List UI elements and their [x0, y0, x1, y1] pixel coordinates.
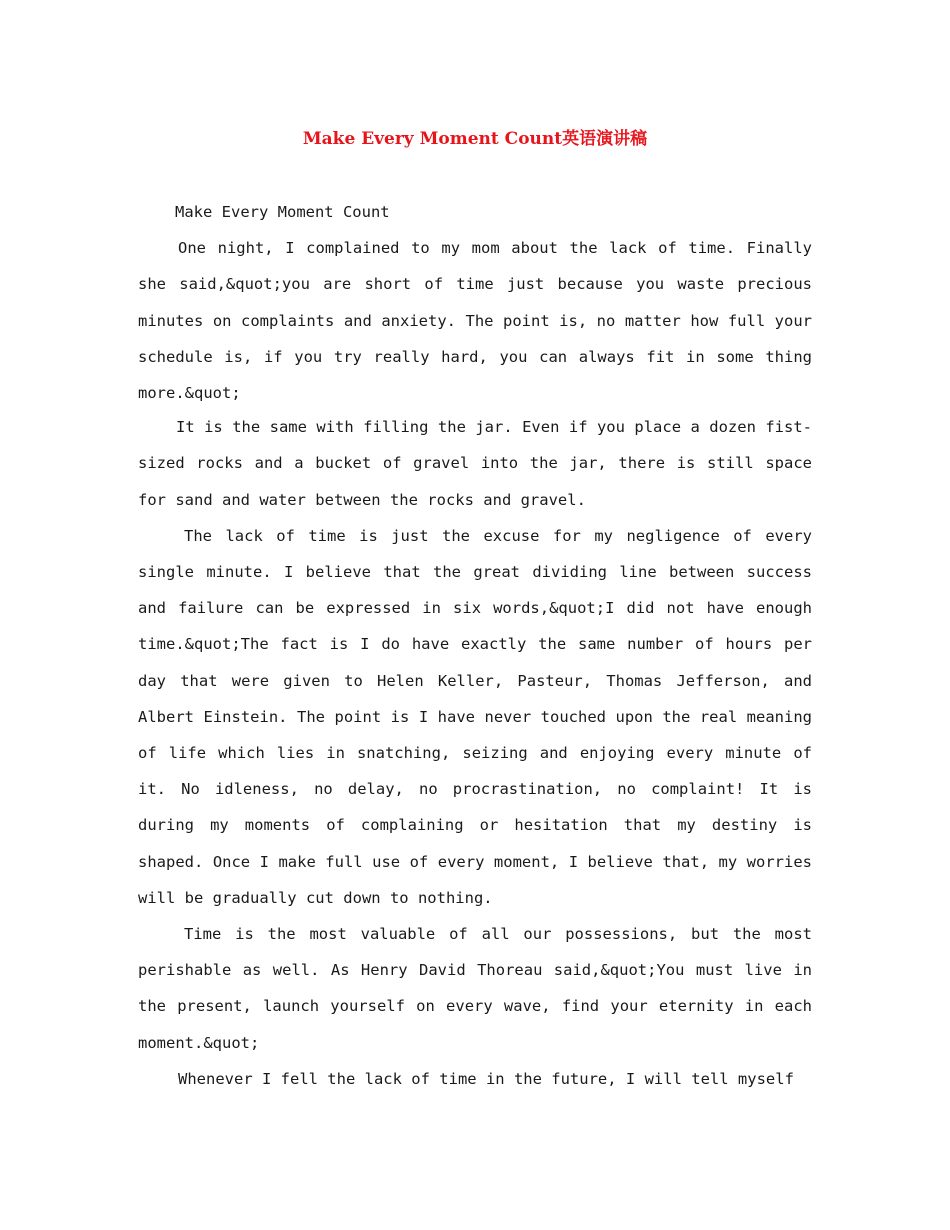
paragraph: It is the same with filling the jar. Even if you place a dozen fist-sized rocks and a bucket of gravel into the jar, there is still space for sand and water between the rocks and gravel. — [138, 418, 812, 509]
paragraph: The lack of time is just the excuse for my negligence of every single minute. I believe that the great dividing line between success and failure can be expressed in six words,&quot;I did not have enough time.&quot;The fact is I do have exactly the same number of hours per day that were given to Helen Keller, Pasteur, Thomas Jefferson, and Albert Einstein. The point is I have never touched upon the real meaning of life which lies in snatching, seizing and enjoying every minute of it. No idleness, no delay, no procrastination, no complaint! It is during my moments of complaining or hesitation that my destiny is shaped. Once I make full use of every moment, I believe that, my worries will be gradually cut down to nothing. — [138, 526, 812, 907]
paragraph: Time is the most valuable of all our possessions, but the most perishable as well. As Henry David Thoreau said,&quot;You must live in the present, launch yourself on every wave, find your eternity in each moment.&quot; — [138, 925, 812, 1052]
speech-heading: Make Every Moment Count — [175, 203, 390, 221]
document-title: Make Every Moment Count英语演讲稿 — [302, 129, 648, 149]
paragraph: Whenever I fell the lack of time in the future, I will tell myself — [178, 1069, 794, 1088]
paragraph: One night, I complained to my mom about the lack of time. Finally she said,&quot;you are short of time just because you waste precious minutes on complaints and anxiety. The point is, no matter how full your schedule is, if you try really hard, you can always fit in some thing more.&quot; — [138, 239, 812, 403]
document-body — [138, 194, 812, 1097]
